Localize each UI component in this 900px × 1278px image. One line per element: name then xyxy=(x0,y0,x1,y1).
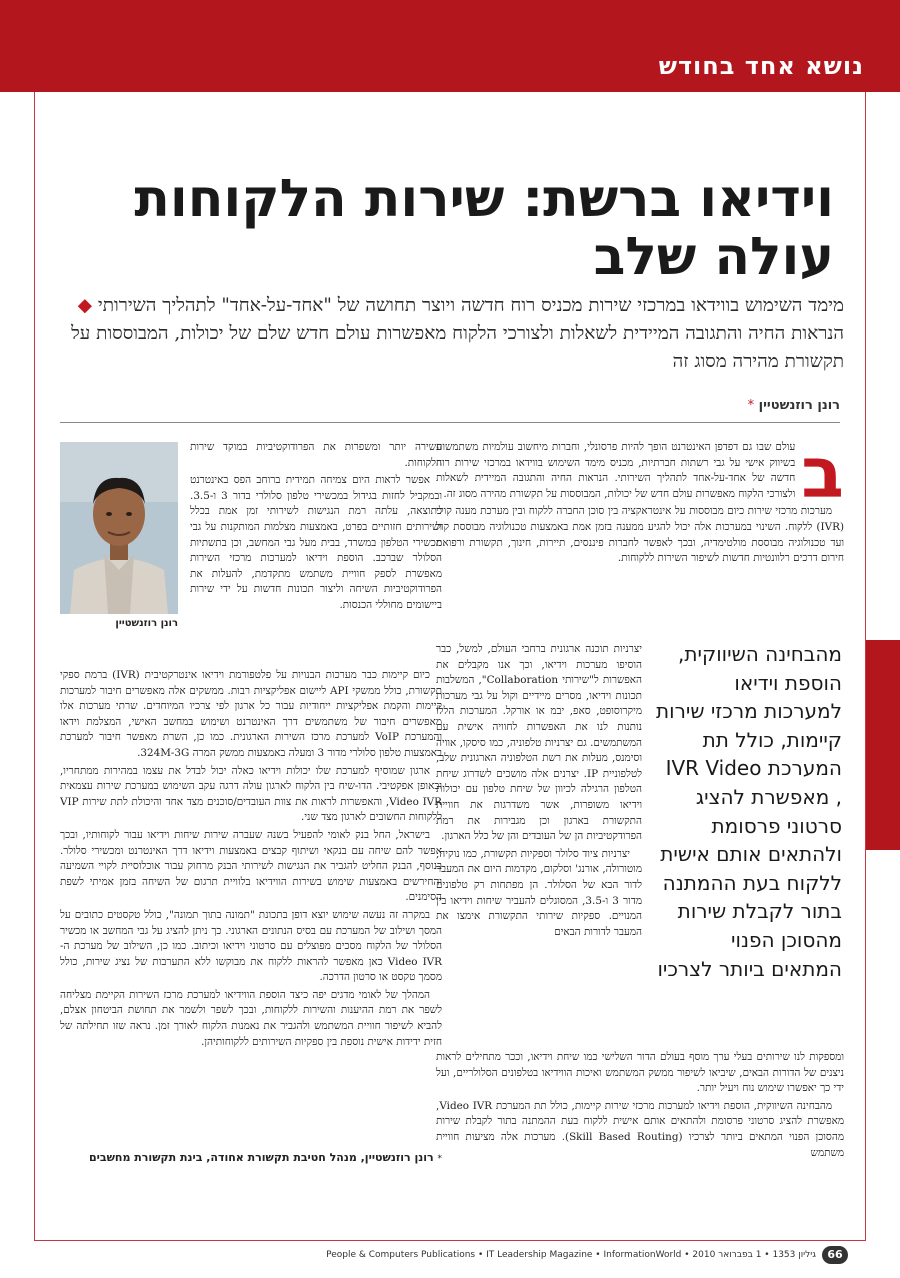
byline xyxy=(744,398,840,413)
headline xyxy=(54,170,834,286)
article-column-right-bottom xyxy=(436,1050,844,1163)
page-number: 66 xyxy=(822,1246,848,1264)
author-footnote xyxy=(60,1150,442,1167)
byline-footnote-mark: * xyxy=(747,398,755,413)
subtitle-part-1: מימד השימוש בווידאו במרכזי שירות מכניס רוח חדשה ויוצר תחושה של "אחד-על-אחד" לתהליך השירותי xyxy=(97,295,844,316)
subtitle-part-2: הנראות החיה והתגובה המיידית לשאלות ולצורכי הלקוח מאפשרות עולם חדש שלם של יכולות, המבוססות על תקשורת מהירה מסוג זה xyxy=(71,323,844,372)
footnote-mark: * xyxy=(437,1154,442,1164)
subtitle xyxy=(44,292,844,376)
author-photo xyxy=(60,442,178,614)
top-banner xyxy=(0,0,900,92)
footer-text: גיליון 1353 • 1 בפברואר 2010 • People & Computers Publications • IT Leadership Magazine • InformationWorld xyxy=(326,1250,816,1260)
paragraph: אפשר לראות היום צמיחה תמידית ברוחב הפס באינטרנט ובמקביל לחזות בגידול במכשירי טלפון סלולרי בדור 3 ו-3.5. כתוצאה, עלתה רמת הנגישות לשירותי זמן אמת בכלל ושירותים חזותיים בפרט, באמצעות מצלמות המותקנות על גבי מכשירי הטלפון במשרד, בבית מעל גבי המחשב, וכן בתשתיות הסלולר שברכב. הוספת וידיאו למערכות מרכזי השירות מאפשרת לספק חוויית משתמש מתקדמת, להעלות את הפרודוקטיביות השיחה וליצור תכונות חדשות על ידי שירות ביישומים מחוללי הכנסות. xyxy=(190,474,442,611)
paragraph: מערכות מרכזי שירות כיום מבוססות על אינטראקציה בין סוכן החברה ללקוח ובין מערכת מענה קולי (IVR) ללקוח. השינוי במערכות אלה יכול להגיע ממענה בזמן אמת באמצעות טכנולוגיה מבוססת קול ועד טכנולוגיה מבוססת מולטימדיה, ובכך לאפשר לחברות פיננסים, תיירות, חינוך, תקשורת ורפואת חירום דרכים רלוונטיות חדשות לשיפור השירות ללקוחות. xyxy=(436,505,844,565)
frame-bottom-rule xyxy=(34,1240,866,1241)
headline-line-2: עולה שלב xyxy=(593,227,834,287)
paragraph: ארגון שמוסיף למערכת שלו יכולות וידיאו כאלה יכול לבדל את עצמו במהירות ממתחריו, ובאופן אפקטיבי. הדו-שיח בין הלקוח לארגון עולה דרגה עקב השימוש במערכת שירות עצמאית Video IVR, והאפשרות לראות את צוות העובדים/סוכנים מצד אחד והיכולת לתת שירות VIP ללקוחות החשובים לארגון מצד שני. xyxy=(60,764,442,824)
paragraph: מהבחינה השיווקית, הוספת וידיאו למערכות מרכזי שירות קיימות, כולל תת המערכת Video IVR, מאפשרת להציג סרטוני פרסומת ולהתאים אותם אישית ללקוח בעת ההמתנה בתור לקבלת שירות מהסוכן הפנוי המתאים ביותר לצרכיו (Skill Based Routing). מערכות אלה מציעות חוויית משתמש xyxy=(436,1099,844,1159)
drop-cap: ב xyxy=(801,432,844,514)
paragraph: במקרה זה נעשה שימוש יוצא דופן בתכונת "תמונה בתוך תמונה", כולל טקסטים כתובים על המסך ושילוב של המערכת עם בסיס הנתונים הארגוני. כך ניתן להציג על גבי המחשב או מכשיר הסלולר של הלקוח מסכים מפוצלים עם סרטוני וידיאו וכיתוב. כמו כן, השילוב של מערכת ה-Video IVR כאן מאפשר להראות ללקוח את מבוקשו ללא התערבות של נציג שירות, כולל מסמך טקסט או סרטון הדרכה. xyxy=(60,908,443,984)
article-column-right-top xyxy=(436,432,844,569)
side-accent-bar xyxy=(866,640,900,850)
paragraph: יצרניות ציוד סלולר וספקיות תקשורת, כמו נוקיה, מוטורולה, אורנג' וסלקום, מקדמות היום את המעבר לדור הבא של הסלולר. הן מפתחות רק טלפונים מדור 3 ו-3.5, המסוגלים להעביר שיחות וידיאו בין המנויים. ספקיות שירותי התקשורת אימצו את המעבר לדורות הבאים xyxy=(436,847,642,938)
paragraph: יצרניות תוכנה ארגונית ברחבי העולם, למשל, כבר הוסיפו מערכות וידיאו, וכך אנו מקבלים את האפשרות ל"שירותי Collaboration", המשלבות תכונות וידיאו, מסרים מיידיים וקול על גבי מערכות מיקרוסופט, סאפ, יבמ או אורקל. המערכות הללו נותנות לנו את האפשרות לחוויה אישית עם המשתמשים. גם יצרניות טלפוניה, כמו סיסקו, אוויה וסימנס, מעלות את רשת הטלפוניה הארגונית שלב, לטלפוניית IP. יצרנים אלה מושכים לשדרוג שיחת הטלפון הרגילה לכיוון של שיחת טלפון עם יכולות וידיאו משופרות, אשר משדרגות את חוויית התקשורת בארגון וכן מגבירות את רמת הפרודקטיביות הן של העובדים והן של כלל הארגון. xyxy=(436,643,643,843)
portrait-image xyxy=(60,442,178,614)
footnote-text: רונן רוזנשטיין, מנהל חטיבת תקשורת אחודה, בינת תקשורת מחשבים xyxy=(88,1151,434,1164)
photo-caption: רונן רוזנשטיין xyxy=(115,618,178,629)
frame-left-rule xyxy=(34,92,35,1240)
pull-quote: מהבחינה השיווקית, הוספת וידיאו למערכות מרכזי שירות קיימות, כולל תת המערכת IVR Video , מאפשרת להציג סרטוני פרסומת ולהתאים אותם אישית ללקוח בעת ההמתנה בתור לקבלת שירות מהסוכן הפנוי המתאים ביותר לצרכיו xyxy=(655,642,842,981)
paragraph: ומספקות לנו שירותים בעלי ערך מוסף בעולם הדור השלישי כמו שיחת וידיאו, וככר מתחילים לראות ניצנים של הדורות הבאים, שיביאו לשיפור ממשק המשתמש ואיכות הווידיאו בטלפונים הסלולריים, ועל ידי כך יאפשרו שימוש נוח ויעיל יותר. xyxy=(436,1051,844,1095)
paragraph: עשירה יותר ומשפרות את הפרודוקטיביות במוקד שירות הלקוחות. xyxy=(190,441,442,469)
article-column-left-top xyxy=(190,440,442,616)
section-topic: נושא אחד בחודש xyxy=(658,52,864,80)
headline-line-1: וידיאו ברשת: שירות הלקוחות xyxy=(134,169,834,229)
byline-name: רונן רוזנשטיין xyxy=(758,398,840,413)
article-column-middle xyxy=(436,642,642,942)
paragraph: עולם שבו גם דפדפן האינטרנט הופך להיות פרסונלי, וחברות מיחשוב עולמיות משתמשות בשיווק אישי על גבי רשתות חברתיות, מכניס מימד השימוש בווידאו במרכזי שירות רוח חדשה של אחד-על-אחד לתהליך השירותי. הנראות החיה והתגובה המיידית לשאלות ולצורכי הלקוח מאפשרות עולם חדש של יכולות, המבוססות על תקשורת מהירה מסוג זה. xyxy=(436,441,796,500)
paragraph: בישראל, החל בנק לאומי להפעיל בשנה שעברה שירות שיחות וידיאו עבור לקוחותיו, ובכך אפשר להם שיחה עם בנקאי ושיתוף קבצים באמצעות וידיאו דרך האינטרנט ומכשירי סלולר. בנוסף, הבנק החליט להגביר את הנגישות לשירותי הבנק מרחוק עבור אוכלוסיית לקויי השמיעה והחירשים באמצעות שימוש בשירות הווידיאו בלוויית תרגום של השיחה בזמן אמיתי לשפת הסימנים. xyxy=(60,828,442,904)
article-column-left-main xyxy=(60,668,442,1052)
byline-rule xyxy=(60,422,840,423)
diamond-separator-icon: ◆ xyxy=(77,295,92,316)
paragraph: כיום קיימות כבר מערכות הבנויות על פלטפורמת וידיאו אינטרקטיבית (IVR) ברמת ספקי תקשורת, כולל ממשקי API ליישום אפליקציות רבות. ממשקים אלה מאפשרים חיבור למערכות קיימות והקמת אפליקציות ייחודיות עבור כל ארגון לפי צרכיו המיוחדים. שרתי מערכות אלו מאפשרים חיבור של משתמשים דרך האינטרנט ושימוש במחשב האישי, המצלמת וידאו והמערכת VoIP למערכת מרכז השירות הארגונית. כמו כן, השרת מאפשר חיבור למערכת באמצעות טלפון סלולרי מדור 3 ומעלה באמצעות ממשק המרה 324M-3G. xyxy=(60,669,442,759)
paragraph: המהלך של לאומי מדגים יפה כיצד הוספת הווידיאו למערכת מרכז השירות הקיימת מצליחה לשפר את רמת ההיענות והשירות ללקוחות, ובכך לשפר ולשמר את תחושת הביטחון אצלם, להביא לשיפור חוויית המשתמש ולהגביר את נאמנות הלקוח לאורך זמן. נראה שזו תחילתה של חזית ידידות אישית נוספת בין ספקיות השירותים ללקוחותיהן. xyxy=(60,988,442,1048)
